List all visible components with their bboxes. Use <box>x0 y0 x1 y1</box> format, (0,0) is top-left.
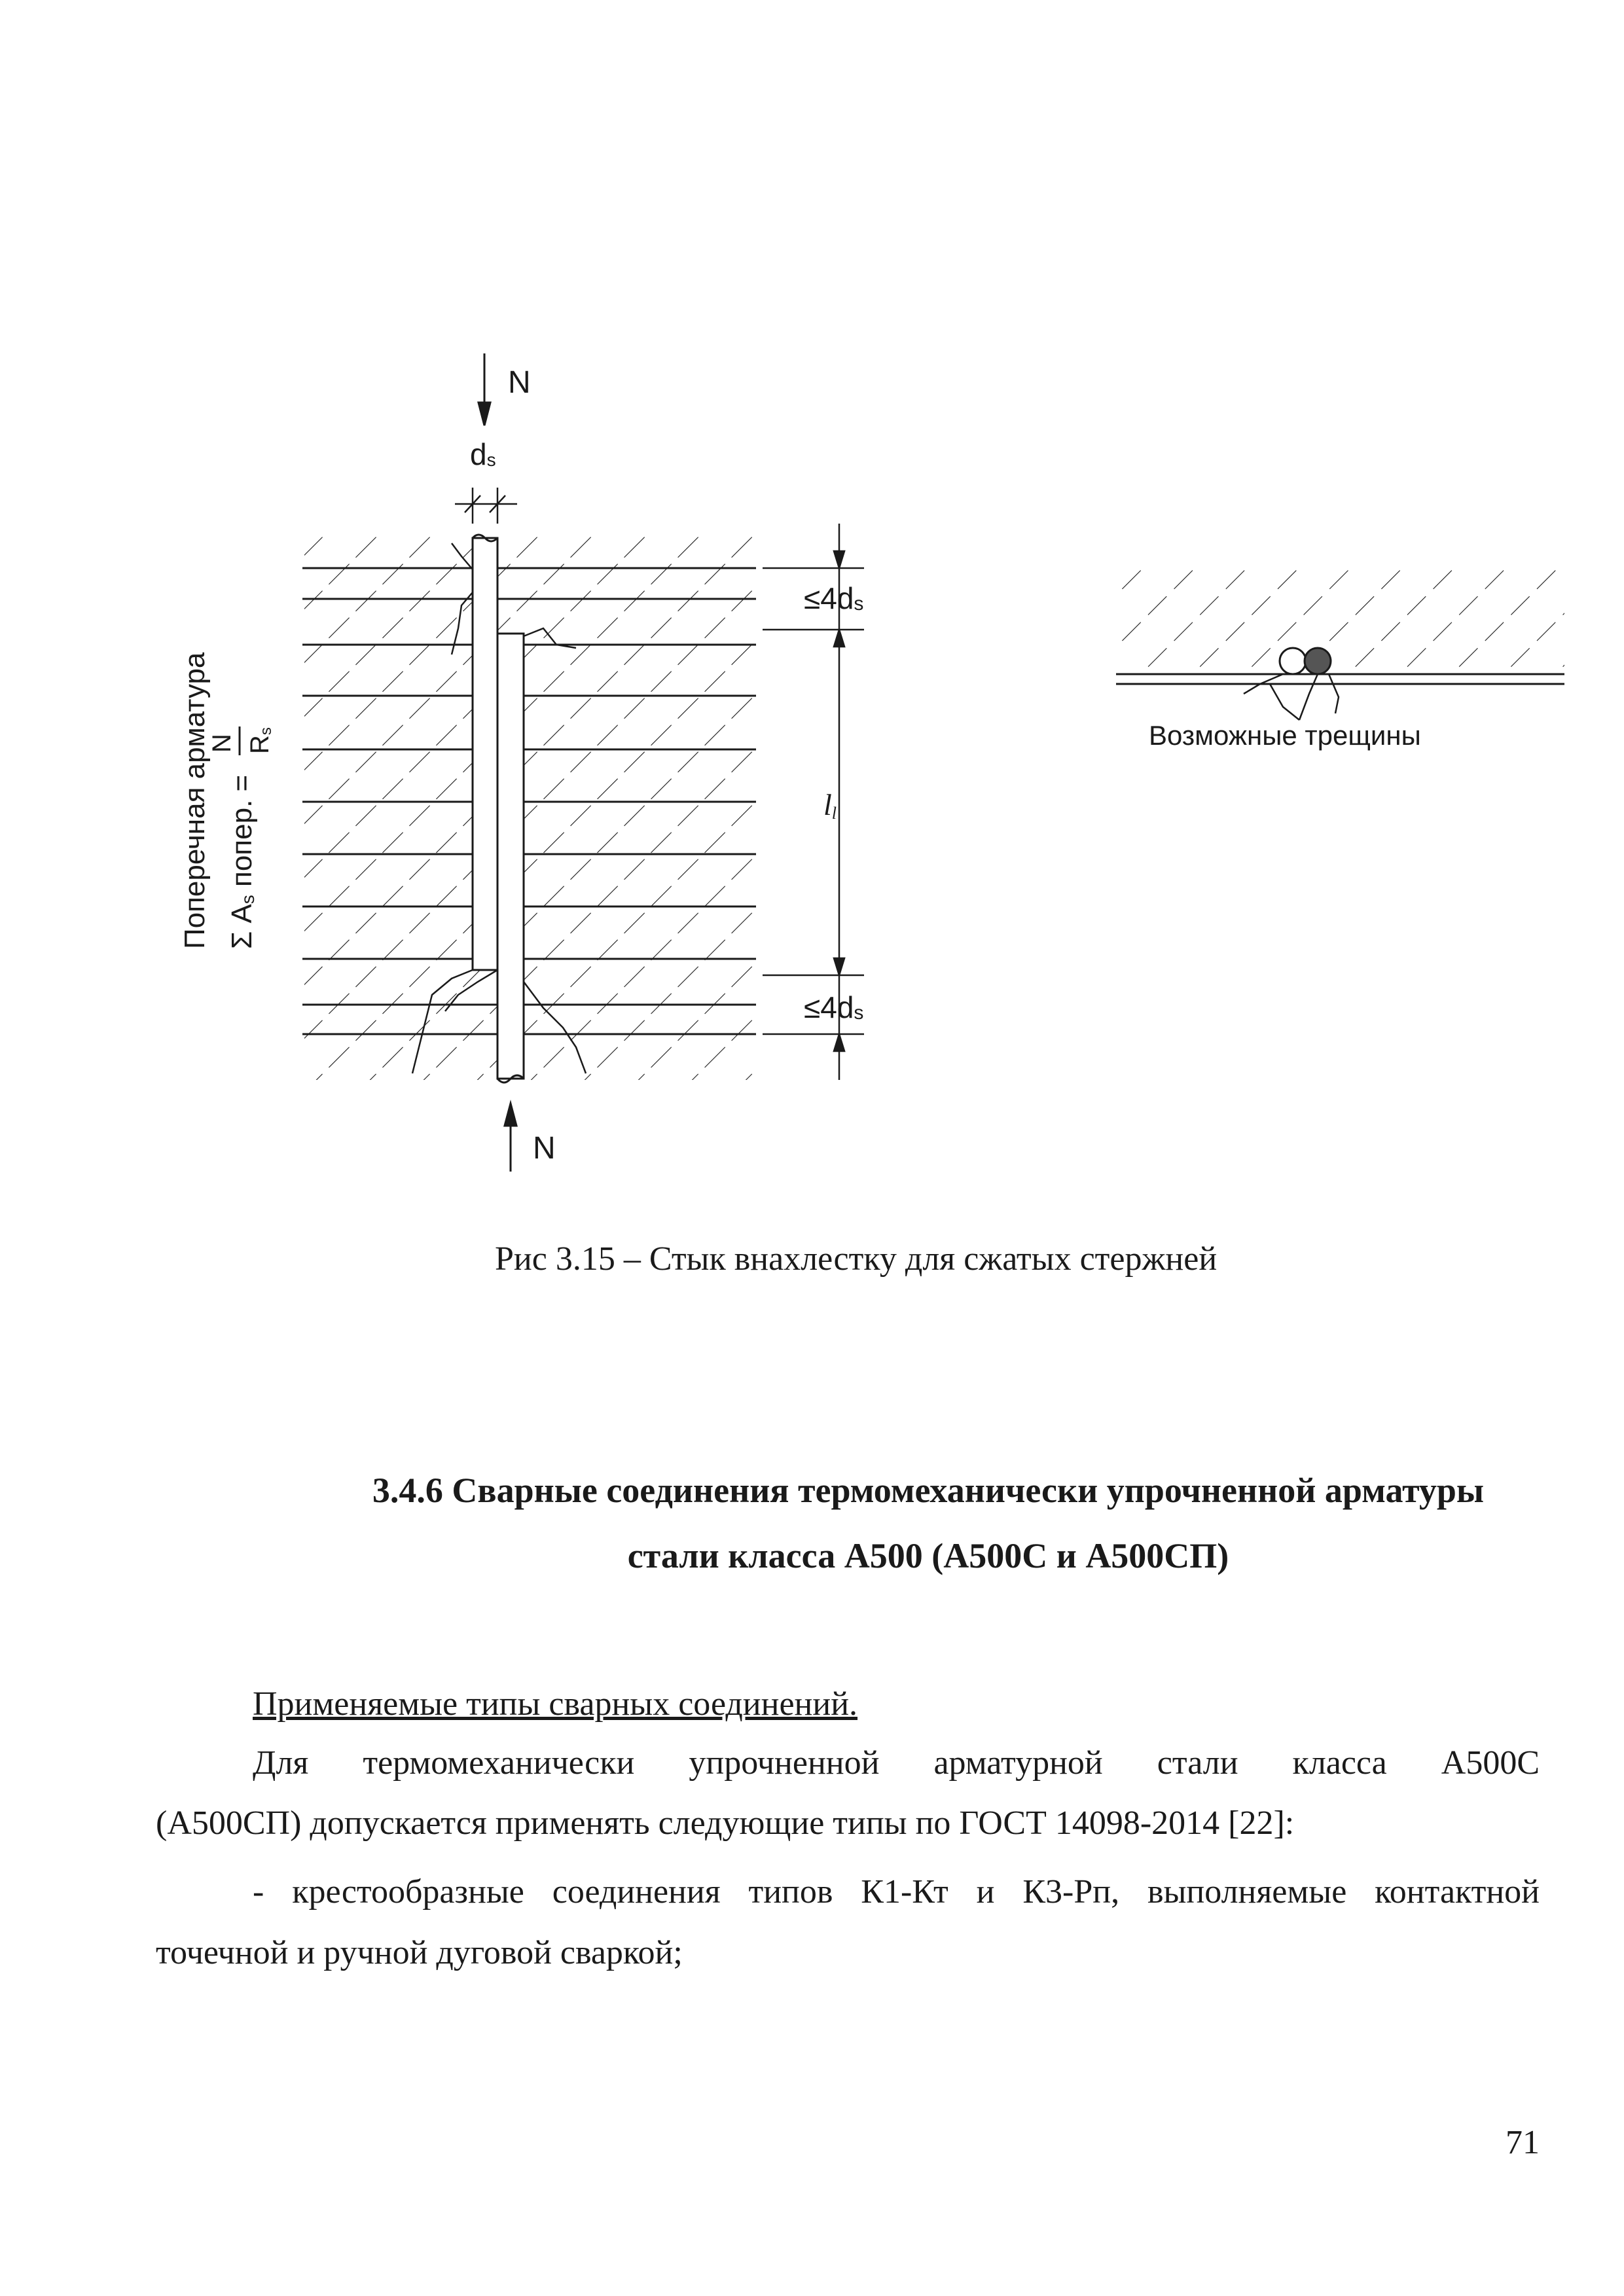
upper-bar <box>473 538 497 970</box>
section-heading-line2: стали класса А500 (А500С и А500СП) <box>627 1536 1229 1575</box>
paragraph-1-line2: (А500СП) допускается применять следующие типы по ГОСТ 14098-2014 [22]: <box>156 1804 1295 1842</box>
force-label-bottom: N <box>533 1131 556 1166</box>
concrete-hatch <box>304 537 753 1080</box>
paragraph-2-line1: - крестообразные соединения типов К1-Кт и К3-Рп, выполняемые контактной <box>253 1873 1540 1910</box>
side-label <box>179 652 275 949</box>
figure-caption: Рис 3.15 – Стык внахлестку для сжатых стержней <box>495 1240 1218 1278</box>
lower-bar <box>497 634 524 1079</box>
side-label-numerator: N <box>208 734 236 753</box>
dim-label-top: ≤4ds <box>804 581 864 615</box>
side-label-denominator: Rs <box>245 727 275 754</box>
detail-bar-outline <box>1280 648 1306 674</box>
page-number: 71 <box>1506 2124 1540 2161</box>
paragraph-1-line1: Для термомеханически упрочненной арматурной стали класса А500С <box>253 1744 1540 1782</box>
diameter-dimension <box>455 488 517 524</box>
force-label-top: N <box>508 365 531 400</box>
detail-hatch <box>1116 569 1564 674</box>
detail-label: Возможные трещины <box>1149 720 1421 751</box>
section-heading-line1: 3.4.6 Сварные соединения термомеханически упрочненной арматуры <box>372 1471 1485 1510</box>
subheading: Применяемые типы сварных соединений. <box>253 1685 858 1723</box>
side-label-title: Поперечная арматура <box>179 652 211 949</box>
lap-length-label: ll <box>823 788 837 823</box>
side-label-formula: Σ As попер. = <box>226 774 258 949</box>
paragraph-2-line2: точечной и ручной дуговой сваркой; <box>156 1934 683 1971</box>
diameter-label: ds <box>470 437 496 471</box>
dim-label-bottom: ≤4ds <box>804 990 864 1024</box>
detail-bar-solid <box>1305 648 1331 674</box>
